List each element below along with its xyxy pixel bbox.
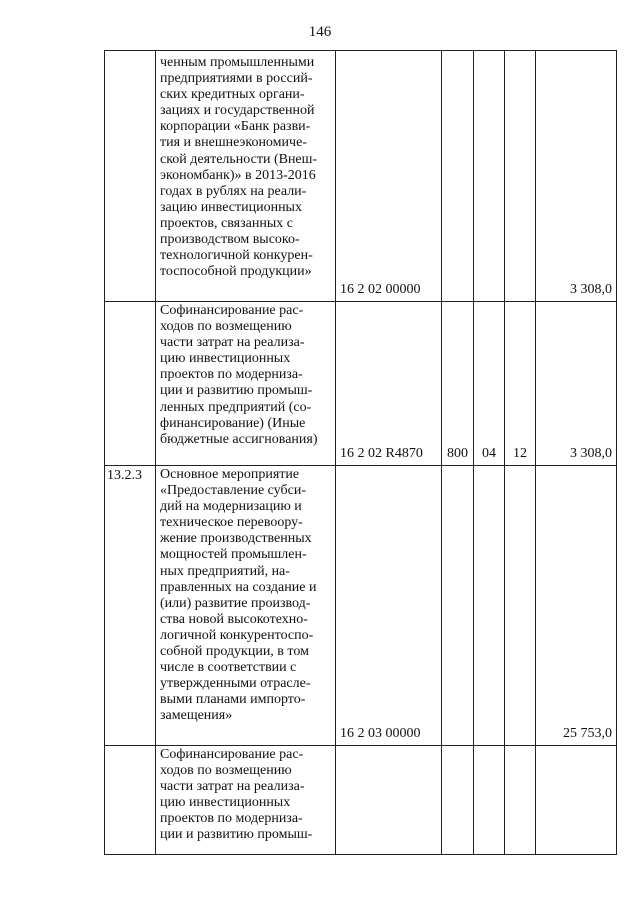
description-line: цию инвестиционных [160,351,291,367]
description-line: экономбанк)» в 2013-2016 [160,167,316,183]
amount-cell [536,746,617,855]
description-line: ских кредитных органи- [160,87,305,103]
description-line: техническое перевоору- [160,515,303,531]
description-line: цию инвестиционных [160,795,291,811]
table-row [105,51,617,302]
description-cell [156,746,336,855]
description-line: зацию инвестиционных [160,199,302,215]
description-line: (или) развитие производ- [160,595,311,611]
page-number: 146 [308,24,332,40]
item-number-cell [105,51,156,302]
description-line: ции и развитию промыш- [160,827,313,843]
budget-table-body [105,51,617,855]
section-cell [474,51,505,302]
description-line: части затрат на реализа- [160,779,305,795]
description-line: ства новой высокотехно- [160,611,308,627]
target-code-cell: 16 2 02 00000 [336,51,442,302]
description-line: проектов по модерниза- [160,367,303,383]
description-line: правленных на создание и [160,579,317,595]
description-line: годах в рублях на реали- [160,183,307,199]
item-number-cell [105,302,156,466]
item-number-cell: 13.2.3 [105,466,156,746]
description-line: технологичной конкурен- [160,248,313,264]
description-line: корпорации «Банк разви- [160,119,311,135]
description-line: ходов по возмещению [160,763,292,779]
table-row [105,302,617,466]
description-line: ленных предприятий (со- [160,399,312,415]
target-code-cell: 16 2 03 00000 [336,466,442,746]
description-line: тоспособной продукции» [160,264,312,280]
table-row [105,466,617,746]
subsection-cell [505,466,536,746]
section-cell: 04 [474,302,505,466]
section-cell [474,466,505,746]
description-cell [156,51,336,302]
subsection-cell: 12 [505,302,536,466]
target-code-cell [336,746,442,855]
description-line: ходов по возмещению [160,319,292,335]
description-line: Основное мероприятие [160,467,300,482]
description-line: тия и внешнеэкономиче- [160,135,307,151]
table-row [105,746,617,855]
amount-cell: 25 753,0 [536,466,617,746]
description-line: бюджетные ассигнования) [160,431,318,447]
description-line: жение производственных [160,531,312,547]
description-line: утвержденными отрасле- [160,676,311,692]
target-code-cell: 16 2 02 R4870 [336,302,442,466]
description-line: мощностей промышлен- [160,547,307,563]
description-line: числе в соответствии с [160,660,297,676]
description-cell [156,302,336,466]
subsection-cell [505,746,536,855]
description-line: ции и развитию промыш- [160,383,313,399]
description-line: собной продукции, в том [160,644,309,660]
amount-cell: 3 308,0 [536,51,617,302]
subsection-cell [505,51,536,302]
description-line: Софинансирование рас- [160,303,304,318]
expense-type-cell: 800 [442,302,474,466]
description-line: дий на модернизацию и [160,499,302,515]
expense-type-cell [442,51,474,302]
description-line: ской деятельности (Внеш- [160,151,318,167]
description-line: проектов, связанных с [160,215,293,231]
description-line: финансирование) (Иные [160,415,306,431]
description-line: предприятиями в россий- [160,71,313,87]
description-line: выми планами импорто- [160,692,306,708]
section-cell [474,746,505,855]
description-cell [156,466,336,746]
description-line: ных предприятий, на- [160,563,290,579]
description-line: проектов по модерниза- [160,811,303,827]
description-line: производством высоко- [160,232,300,248]
description-line: «Предоставление субси- [160,483,306,499]
item-number-cell [105,746,156,855]
description-line: части затрат на реализа- [160,335,305,351]
description-line: логичной конкурентоспо- [160,627,314,643]
description-line: Софинансирование рас- [160,747,304,762]
amount-cell: 3 308,0 [536,302,617,466]
description-line: замещения» [160,708,233,724]
description-line: ченным промышленными [160,55,315,70]
budget-table [104,50,617,855]
expense-type-cell [442,466,474,746]
expense-type-cell [442,746,474,855]
description-line: зациях и государственной [160,103,315,119]
